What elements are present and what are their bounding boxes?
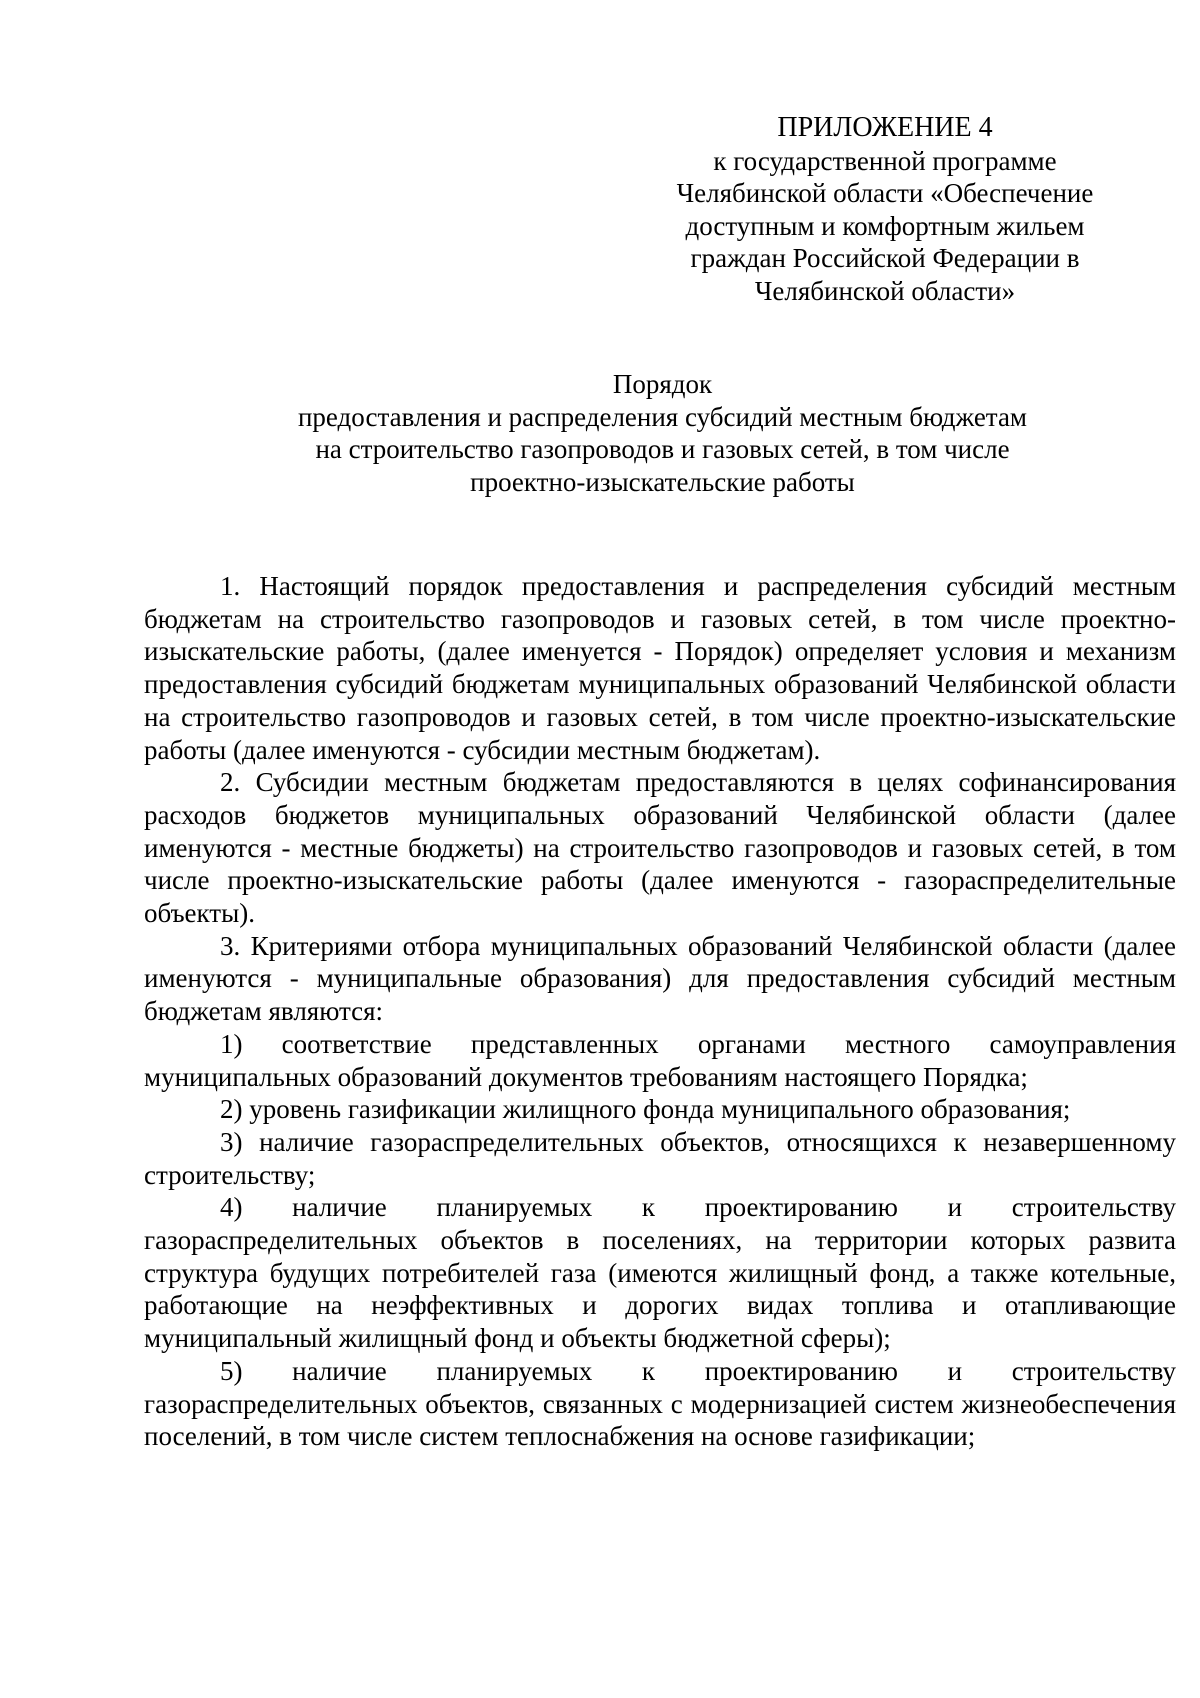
annex-line: граждан Российской Федерации в (690, 243, 1080, 273)
paragraph: 2) уровень газификации жилищного фонда муниципального образования; (220, 1094, 1071, 1125)
document-heading: Порядок (612, 369, 713, 399)
document-subheading-line: на строительство газопроводов и газовых сетей, в том числе (315, 434, 1010, 464)
annex-line: Челябинской области» (754, 275, 1016, 306)
document-title-block (140, 368, 1185, 498)
annex-line: доступным и комфортным жильем (685, 210, 1085, 241)
document-subheading-line: проектно-изыскательские работы (470, 466, 855, 497)
annex-title: ПРИЛОЖЕНИЕ 4 (777, 112, 993, 143)
paragraph: 5) наличие планируемых к проектированию и строительству газораспределительных объектов, связанных с модернизацией систем жизнеобеспечения поселений, в том числе систем теплоснабжения на основе газификации; (144, 1355, 1176, 1452)
annex-line: к государственной программе (713, 145, 1057, 176)
annex-line: Челябинской области «Обеспечение (676, 178, 1094, 208)
paragraph: 3. Критериями отбора муниципальных образований Челябинской области (далее именуются - муниципальные образования) для предоставления субсидий местным бюджетам являются: (144, 930, 1176, 1027)
paragraph: 2. Субсидии местным бюджетам предоставляются в целях софинансирования расходов бюджетов муниципальных образований Челябинской области (далее именуются - местные бюджеты) на строительство газопроводов и газовых сетей, в том числе проектно-изыскательские работы (далее именуются - газораспределительные объекты). (144, 767, 1176, 929)
paragraph: 3) наличие газораспределительных объектов, относящихся к незавершенному строительству; (144, 1126, 1176, 1190)
annex-block (660, 112, 1110, 307)
paragraph: 1) соответствие представленных органами местного самоуправления муниципальных образований документов требованиям настоящего Порядка; (144, 1028, 1176, 1092)
paragraph: 1. Настоящий порядок предоставления и распределения субсидий местным бюджетам на строительство газопроводов и газовых сетей, в том числе проектно-изыскательские работы, (далее именуется - Порядок) определяет условия и механизм предоставления субсидий бюджетам муниципальных образований Челябинской области на строительство газопроводов и газовых сетей, в том числе проектно-изыскательские работы (далее именуются - субсидии местным бюджетам). (144, 571, 1176, 765)
document-subheading-line: предоставления и распределения субсидий местным бюджетам (297, 401, 1028, 432)
paragraph: 4) наличие планируемых к проектированию и строительству газораспределительных объектов в поселениях, на территории которых развита структура будущих потребителей газа (имеются жилищный фонд, а также котельные, работающие на неэффективных и дорогих видах топлива и отапливающие муниципальный жилищный фонд и объекты бюджетной сферы); (144, 1192, 1176, 1354)
document-body (144, 570, 1176, 1453)
